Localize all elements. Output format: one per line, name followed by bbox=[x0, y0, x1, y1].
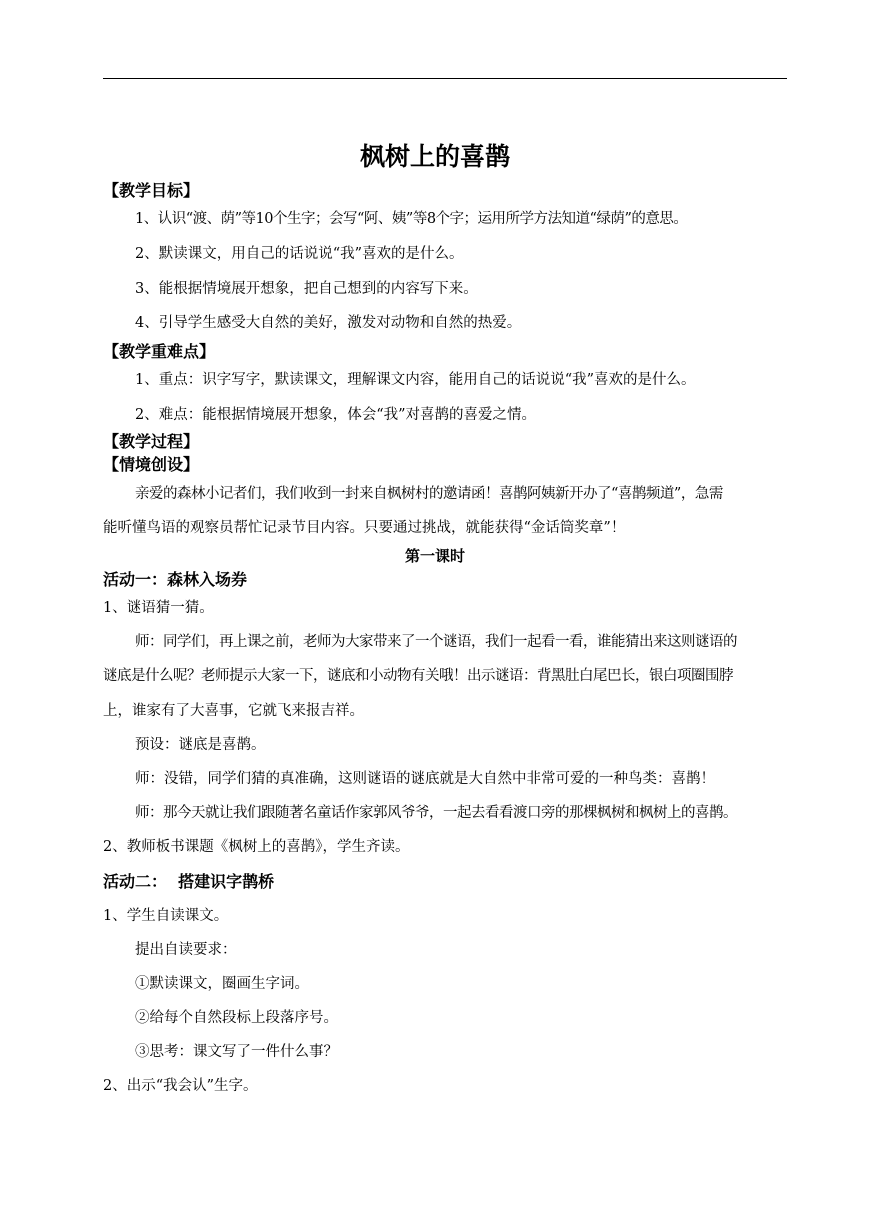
scene-text: 亲爱的森林小记者们，我们收到一封来自枫树村的邀请函！喜鹊阿姨新开办了“喜鹊频道”，急需 bbox=[135, 486, 723, 502]
goal-item: 2、默读课文，用自己的话说说“我”喜欢的是什么。 bbox=[135, 246, 464, 262]
document-title: 枫树上的喜鹊 bbox=[359, 142, 510, 171]
section-heading-goals: 【教学目标】 bbox=[103, 181, 200, 200]
activity-text: ③思考：课文写了一件什么事？ bbox=[135, 1044, 338, 1060]
section-heading-process: 【教学过程】 bbox=[103, 432, 200, 451]
activity-heading-2: 活动二： 搭建识字鹊桥 bbox=[103, 872, 275, 891]
activity-text: 上，谁家有了大喜事，它就飞来报吉祥。 bbox=[103, 703, 364, 719]
activity-text: 1、学生自读课文。 bbox=[103, 908, 229, 924]
activity-text: 师：那今天就让我们跟随著名童话作家郭风爷爷，一起去看看渡口旁的那棵枫树和枫树上的喜鹊。 bbox=[135, 805, 737, 821]
activity-text: 预设：谜底是喜鹊。 bbox=[135, 737, 266, 753]
goal-item: 3、能根据情境展开想象，把自己想到的内容写下来。 bbox=[135, 281, 478, 297]
section-heading-keys: 【教学重难点】 bbox=[103, 342, 216, 361]
lesson-heading: 第一课时 bbox=[404, 547, 465, 565]
activity-text: ①默读课文，圈画生字词。 bbox=[135, 976, 309, 992]
activity-text: 提出自读要求： bbox=[135, 942, 237, 958]
goal-item: 1、认识“渡、荫”等10个生字；会写“阿、姨”等8个字；运用所学方法知道“绿荫”的意思。 bbox=[135, 211, 688, 227]
header-rule bbox=[103, 78, 787, 79]
goal-item: 4、引导学生感受大自然的美好，激发对动物和自然的热爱。 bbox=[135, 315, 522, 331]
activity-heading-1: 活动一：森林入场券 bbox=[103, 570, 248, 589]
activity-text: ②给每个自然段标上段落序号。 bbox=[135, 1010, 338, 1026]
activity-text: 师：同学们，再上课之前，老师为大家带来了一个谜语，我们一起看一看，谁能猜出来这则谜语的 bbox=[135, 634, 737, 650]
activity-text: 师：没错，同学们猜的真准确，这则谜语的谜底就是大自然中非常可爱的一种鸟类：喜鹊！ bbox=[135, 771, 715, 787]
section-heading-scene: 【情境创设】 bbox=[103, 455, 200, 474]
key-item: 1、重点：识字写字，默读课文，理解课文内容，能用自己的话说说“我”喜欢的是什么。 bbox=[135, 372, 696, 388]
activity-text: 谜底是什么呢？老师提示大家一下，谜底和小动物有关哦！出示谜语：背黑肚白尾巴长，银白项圈围脖 bbox=[103, 668, 733, 684]
activity-text: 2、出示“我会认”生字。 bbox=[103, 1078, 258, 1094]
activity-text: 2、教师板书课题《枫树上的喜鹊》，学生齐读。 bbox=[103, 839, 410, 855]
key-item: 2、难点：能根据情境展开想象，体会“我”对喜鹊的喜爱之情。 bbox=[135, 407, 537, 423]
scene-text: 能听懂鸟语的观察员帮忙记录节目内容。只要通过挑战，就能获得“金话筒奖章”！ bbox=[103, 520, 626, 536]
activity-text: 1、谜语猜一猜。 bbox=[103, 600, 214, 616]
